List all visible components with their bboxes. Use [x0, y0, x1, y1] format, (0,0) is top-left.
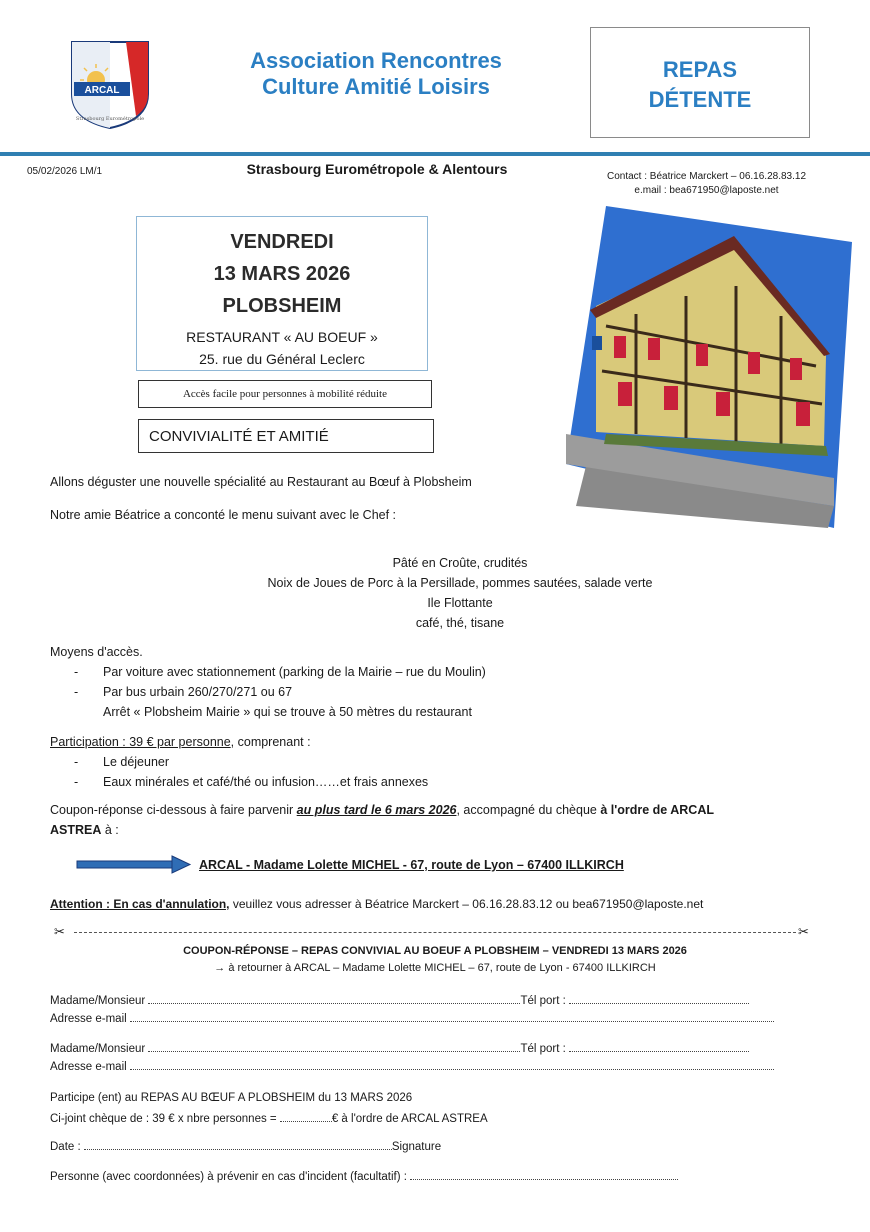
coupon-subtitle: → à retourner à ARCAL – Madame Lolette MICHEL – 67, route de Lyon - 67400 ILLKIRCH [214, 962, 656, 974]
menu-item: Pâté en Croûte, crudités [392, 556, 528, 570]
emergency-contact-label: Personne (avec coordonnées) à prévenir en cas d'incident (facultatif) : [50, 1171, 407, 1183]
signature-label: Signature [391, 1141, 442, 1153]
menu-item: Ile Flottante [427, 596, 493, 610]
org-name-line2: Culture Amitié Loisirs [262, 74, 490, 99]
event-place: PLOBSHEIM [222, 295, 342, 317]
cheque-suffix: € à l'ordre de ARCAL ASTREA [331, 1113, 488, 1125]
participation-item: Eaux minérales et café/thé ou infusion……et frais annexes [103, 775, 429, 789]
list-item: - Par bus urbain 260/270/271 ou 67 [74, 682, 486, 702]
contact-phone: Contact : Béatrice Marckert – 06.16.28.83.12 [607, 171, 806, 182]
cancellation-notice [50, 897, 703, 911]
participation [50, 735, 311, 749]
phone-field[interactable] [569, 992, 749, 1004]
event-venue [136, 326, 428, 370]
access-item: Par voiture avec stationnement (parking de la Mairie – rue du Moulin) [103, 665, 486, 679]
bus-stop: Arrêt « Plobsheim Mairie » qui se trouve à 50 mètres du restaurant [103, 705, 472, 719]
form-row-name-2 [50, 1040, 749, 1055]
amount-field[interactable] [280, 1110, 332, 1122]
tagline-box: CONVIVIALITÉ ET AMITIÉ [138, 419, 434, 453]
menu-item: Noix de Joues de Porc à la Persillade, pommes sautées, salade verte [267, 576, 653, 590]
event-day: VENDREDI [230, 231, 334, 253]
participation-suffix: , comprenant : [230, 735, 311, 749]
emergency-contact-field[interactable] [410, 1168, 678, 1180]
attention-text: veuillez vous adresser à Béatrice Marckert – 06.16.28.83.12 ou bea671950@laposte.net [229, 897, 704, 911]
accessibility-note: Accès facile pour personnes à mobilité réduite [138, 380, 432, 408]
logo-caption: Strasbourg Eurométropole [75, 116, 145, 122]
cheque-order: à l'ordre de ARCAL [600, 803, 714, 817]
list-item: - Le déjeuner [74, 752, 428, 772]
send-address: ARCAL - Madame Lolette MICHEL - 67, route de Lyon – 67400 ILLKIRCH [199, 858, 624, 872]
list-item: - Eaux minérales et café/thé ou infusion……et frais annexes [74, 772, 428, 792]
document-ref: 05/02/2026 LM/1 [27, 166, 103, 177]
intro-line1: Allons déguster une nouvelle spécialité au Restaurant au Bœuf à Plobsheim [50, 475, 472, 489]
date-label: Date : [50, 1141, 81, 1153]
phone-label: Tél port : [520, 1043, 566, 1055]
date-field[interactable] [84, 1138, 392, 1150]
list-item [74, 702, 486, 722]
menu [140, 553, 780, 633]
scissors-icon: ✂ [798, 924, 809, 939]
deadline: au plus tard le 6 mars 2026 [296, 803, 457, 817]
name-label: Madame/Monsieur [50, 995, 146, 1007]
email-field[interactable] [130, 1010, 774, 1022]
header-rule [0, 152, 870, 156]
participation-list [74, 752, 428, 792]
coupon-info-part1: Coupon-réponse ci-dessous à faire parvenir [50, 803, 297, 817]
coupon-info [50, 800, 820, 840]
access-list [74, 662, 486, 722]
attention-label: Attention : En cas d'annulation, [50, 897, 230, 911]
participation-label: Participation : 39 € par personne [50, 735, 231, 749]
restaurant-name: RESTAURANT « AU BOEUF » [186, 329, 378, 345]
event-date: 13 MARS 2026 [213, 263, 351, 285]
participation-item: Le déjeuner [103, 755, 170, 769]
phone-field[interactable] [569, 1040, 749, 1052]
emergency-contact-line [50, 1168, 678, 1183]
date-signature-line [50, 1138, 441, 1153]
title-box-line1: REPAS [662, 57, 738, 82]
name-field[interactable] [148, 992, 520, 1004]
logo-text: ARCAL [84, 85, 120, 96]
participe-line: Participe (ent) au REPAS AU BŒUF A PLOBSHEIM du 13 MARS 2026 [50, 1092, 413, 1104]
scissors-icon: ✂ [54, 924, 65, 939]
title-box-text [590, 55, 810, 115]
coupon-title: COUPON-RÉPONSE – REPAS CONVIVIAL AU BOEUF A PLOBSHEIM – VENDREDI 13 MARS 2026 [183, 945, 687, 957]
cut-line [74, 932, 796, 933]
email-field[interactable] [130, 1058, 774, 1070]
org-name-line1: Association Rencontres [250, 48, 502, 73]
contact-info [575, 170, 838, 198]
cheque-order-line2: ASTREA [50, 823, 102, 837]
access-item: Par bus urbain 260/270/271 ou 67 [103, 685, 293, 699]
intro-line2: Notre amie Béatrice a conconté le menu suivant avec le Chef : [50, 508, 397, 522]
cheque-line [50, 1110, 488, 1125]
restaurant-address: 25. rue du Général Leclerc [199, 351, 365, 367]
list-item: - Par voiture avec stationnement (parking de la Mairie – rue du Moulin) [74, 662, 486, 682]
access-title: Moyens d'accès. [50, 645, 143, 659]
form-row-name-1 [50, 992, 749, 1007]
restaurant-photo [566, 206, 852, 528]
arrow-right-icon [76, 855, 192, 875]
name-label: Madame/Monsieur [50, 1043, 146, 1055]
phone-label: Tél port : [520, 995, 566, 1007]
title-box-line2: DÉTENTE [648, 87, 752, 112]
region-title: Strasbourg Eurométropole & Alentours [246, 161, 508, 177]
cheque-prefix: Ci-joint chèque de : 39 € x nbre personnes = [50, 1113, 280, 1125]
menu-item: café, thé, tisane [415, 616, 505, 630]
email-label: Adresse e-mail [50, 1061, 127, 1073]
event-title [136, 226, 428, 322]
form-row-email-2 [50, 1058, 774, 1073]
contact-email: e.mail : bea671950@laposte.net [634, 185, 779, 196]
email-label: Adresse e-mail [50, 1013, 127, 1025]
name-field[interactable] [148, 1040, 520, 1052]
org-name [220, 48, 532, 100]
coupon-info-suffix: à : [101, 823, 119, 837]
coupon-info-part2: , accompagné du chèque [456, 803, 601, 817]
form-row-email-1 [50, 1010, 774, 1025]
